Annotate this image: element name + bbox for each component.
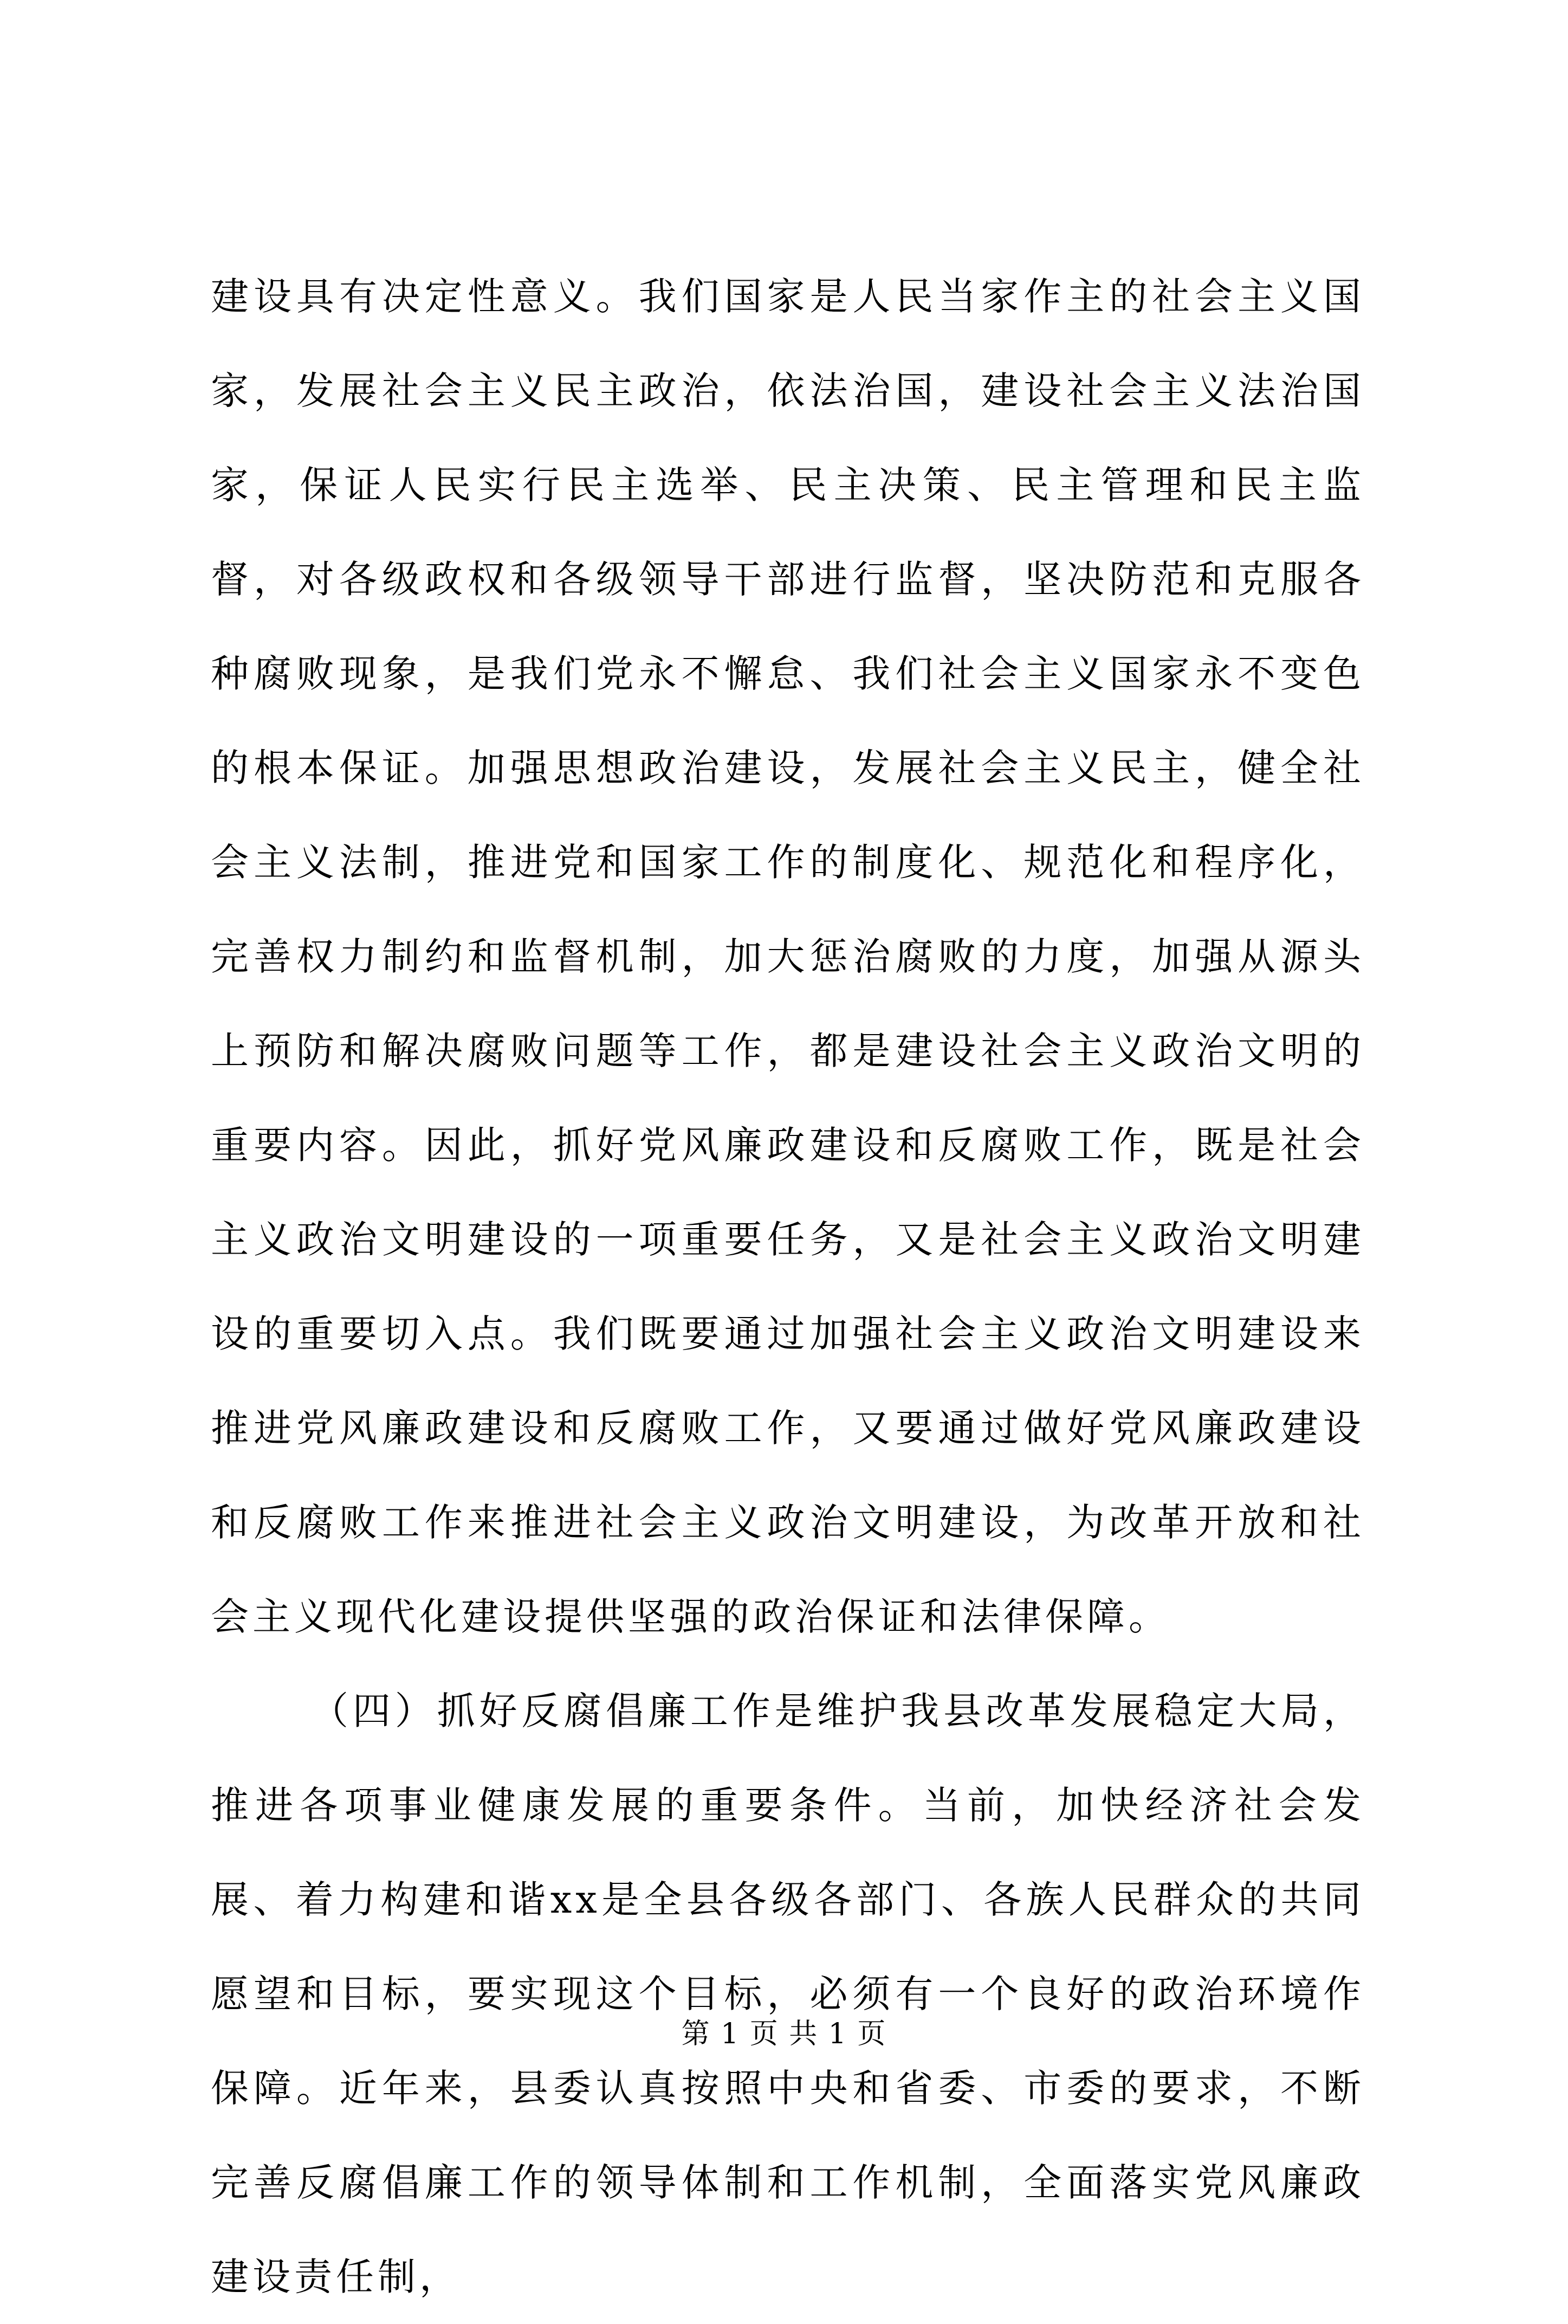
page-number-footer: 第 1 页 共 1 页 <box>681 2018 887 2050</box>
paragraph-2: （四）抓好反腐倡廉工作是维护我县改革发展稳定大局，推进各项事业健康发展的重要条件。当前，加快经济社会发展、着力构建和谐xx是全县各级各部门、各族人民群众的共同愿望和目标，要实现这个目标，必须有一个良好的政治环境作保障。近年来，县委认真按照中央和省委、市委的要求，不断完善反腐倡廉工作的领导体制和工作机制，全面落实党风廉政建设责任制， <box>211 1689 1365 2299</box>
document-body <box>211 249 1365 2324</box>
paragraph-1: 建设具有决定性意义。我们国家是人民当家作主的社会主义国家，发展社会主义民主政治，依法治国，建设社会主义法治国家，保证人民实行民主选举、民主决策、民主管理和民主监督，对各级政权和各级领导干部进行监督，坚决防范和克服各种腐败现象，是我们党永不懈怠、我们社会主义国家永不变色的根本保证。加强思想政治建设，发展社会主义民主，健全社会主义法制，推进党和国家工作的制度化、规范化和程序化，完善权力制约和监督机制，加大惩治腐败的力度，加强从源头上预防和解决腐败问题等工作，都是建设社会主义政治文明的重要内容。因此，抓好党风廉政建设和反腐败工作，既是社会主义政治文明建设的一项重要任务，又是社会主义政治文明建设的重要切入点。我们既要通过加强社会主义政治文明建设来推进党风廉政建设和反腐败工作，又要通过做好党风廉政建设和反腐败工作来推进社会主义政治文明建设，为改革开放和社会主义现代化建设提供坚强的政治保证和法律保障。 <box>211 274 1365 1639</box>
